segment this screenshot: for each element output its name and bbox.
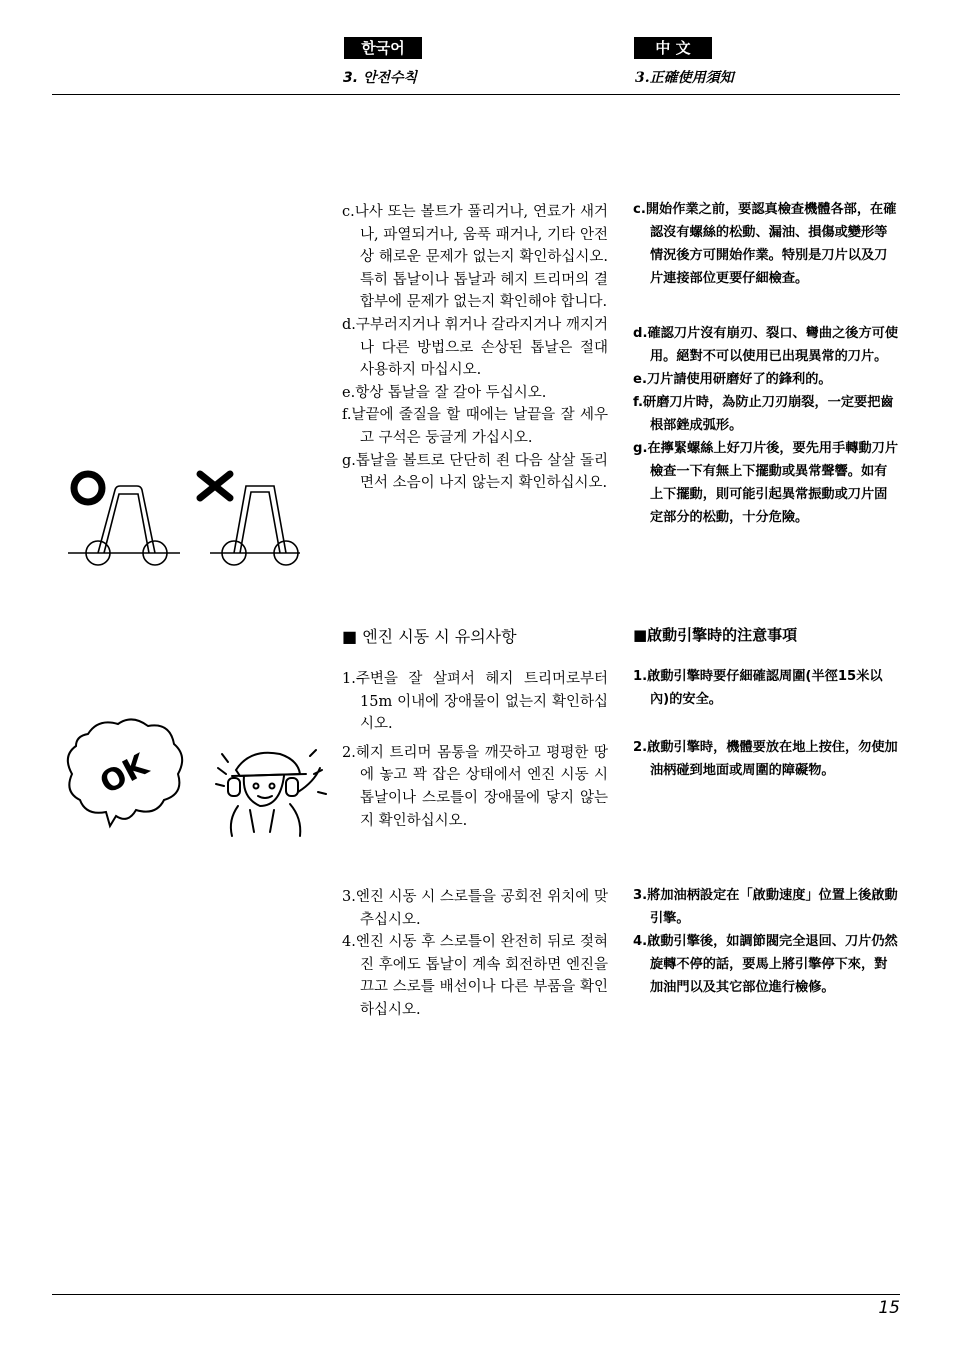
zh-item-4: 4.啟動引擎後，如調節閥完全退回、刀片仍然旋轉不停的話，要馬上將引擎停下來，對加油門以及其它部位進行檢修。	[633, 934, 898, 995]
zh-item-g: g.在擰緊螺絲上好刀片後，要先用手轉動刀片檢查一下有無上下擺動或異常聲響。如有上下擺動，則可能引起異常振動或刀片固定部分的松動，十分危險。	[633, 441, 899, 525]
wrong-mark-icon	[200, 474, 230, 498]
blade-tooth-figure	[60, 460, 320, 580]
korean-blade-inspection	[342, 201, 608, 495]
operator-figure	[210, 740, 330, 838]
ko-item-3: 3.엔진 시동 시 스로틀을 공회전 위치에 맞추십시오.	[342, 889, 608, 928]
page-number: 15	[878, 1298, 900, 1318]
zh-engine-start-items-a	[633, 665, 898, 782]
zh-item-e: e.刀片請使用研磨好了的鋒利的。	[633, 372, 832, 387]
zh-item-1: 1.啟動引擎時要仔細確認周圍(半徑15米以內)的安全。	[633, 669, 883, 707]
zh-item-c: c.開始作業之前，要認真檢查機體各部，在確認沒有螺絲的松動、漏油、損傷或變形等情況後方可開始作業。特別是刀片以及刀片連接部位更要仔細檢查。	[633, 202, 897, 286]
ko-item-2: 2.헤지 트리머 몸통을 깨끗하고 평평한 땅에 놓고 꽉 잡은 상태에서 엔진 시동 시 톱날이나 스로틀이 장애물에 닿지 않는지 확인하십시오.	[342, 744, 608, 829]
ko-engine-start-items-b	[342, 886, 608, 1022]
chinese-language-tag: 中 文	[634, 37, 712, 59]
ok-bubble-text: OK	[94, 747, 154, 802]
zh-item-f: f.研磨刀片時，為防止刀刃崩裂，一定要把齒根部銼成弧形。	[633, 395, 894, 433]
footer-rule	[52, 1294, 900, 1295]
correct-tooth-shape	[68, 486, 180, 565]
wrong-tooth-shape	[210, 486, 300, 565]
zh-item-3: 3.將加油柄設定在「啟動速度」位置上後啟動引擎。	[633, 888, 898, 926]
ko-item-c: c.나사 또는 볼트가 풀리거나, 연료가 새거나, 파열되거나, 움푹 패거나, 기타 안전상 해로운 문제가 없는지 확인하십시오. 특히 톱날이나 톱날과 헤지 트리머의 결합부에 문제가 없는지 확인해야 합니다.	[342, 204, 608, 311]
zh-engine-start-heading: ■啟動引擎時的注意事項	[633, 626, 798, 644]
korean-section-subtitle: 3. 안전수칙	[343, 70, 418, 86]
korean-language-tag: 한국어	[344, 37, 422, 59]
zh-item-d: d.確認刀片沒有崩刃、裂口、彎曲之後方可使用。絕對不可以使用已出現異常的刀片。	[633, 326, 899, 364]
ko-item-g: g.톱날을 볼트로 단단히 죈 다음 살살 돌리면서 소음이 나지 않는지 확인하십시오.	[342, 452, 608, 492]
ko-item-e: e.항상 톱날을 잘 갈아 두십시오.	[342, 384, 547, 401]
ko-item-1: 1.주변을 잘 살펴서 헤지 트리머로부터 15m 이내에 장애물이 없는지 확인하십시오.	[342, 671, 608, 733]
ko-engine-start-items-a	[342, 668, 608, 832]
ko-item-d: d.구부러지거나 휘거나 갈라지거나 깨지거나 다른 방법으로 손상된 톱날은 절대 사용하지 마십시오.	[342, 316, 608, 379]
chinese-blade-inspection	[633, 198, 898, 529]
ok-speech-bubble-icon	[66, 716, 186, 828]
zh-engine-start-items-b	[633, 884, 898, 999]
header-rule	[52, 94, 900, 95]
ko-engine-start-heading: ■ 엔진 시동 시 유의사항	[342, 627, 517, 646]
ko-item-f: f.날끝에 줄질을 할 때에는 날끝을 잘 세우고 구석은 둥글게 가십시오.	[342, 407, 608, 446]
ko-item-4: 4.엔진 시동 후 스로틀이 완전히 뒤로 젖혀진 후에도 톱날이 계속 회전하면 엔진을 끄고 스로틀 배선이나 다른 부품을 확인하십시오.	[342, 934, 608, 1018]
zh-item-2: 2.啟動引擎時，機體要放在地上按住，勿使加油柄碰到地面或周圍的障礙物。	[633, 740, 898, 778]
correct-mark-icon	[74, 474, 102, 502]
chinese-section-subtitle: 3.正確使用須知	[635, 70, 734, 86]
